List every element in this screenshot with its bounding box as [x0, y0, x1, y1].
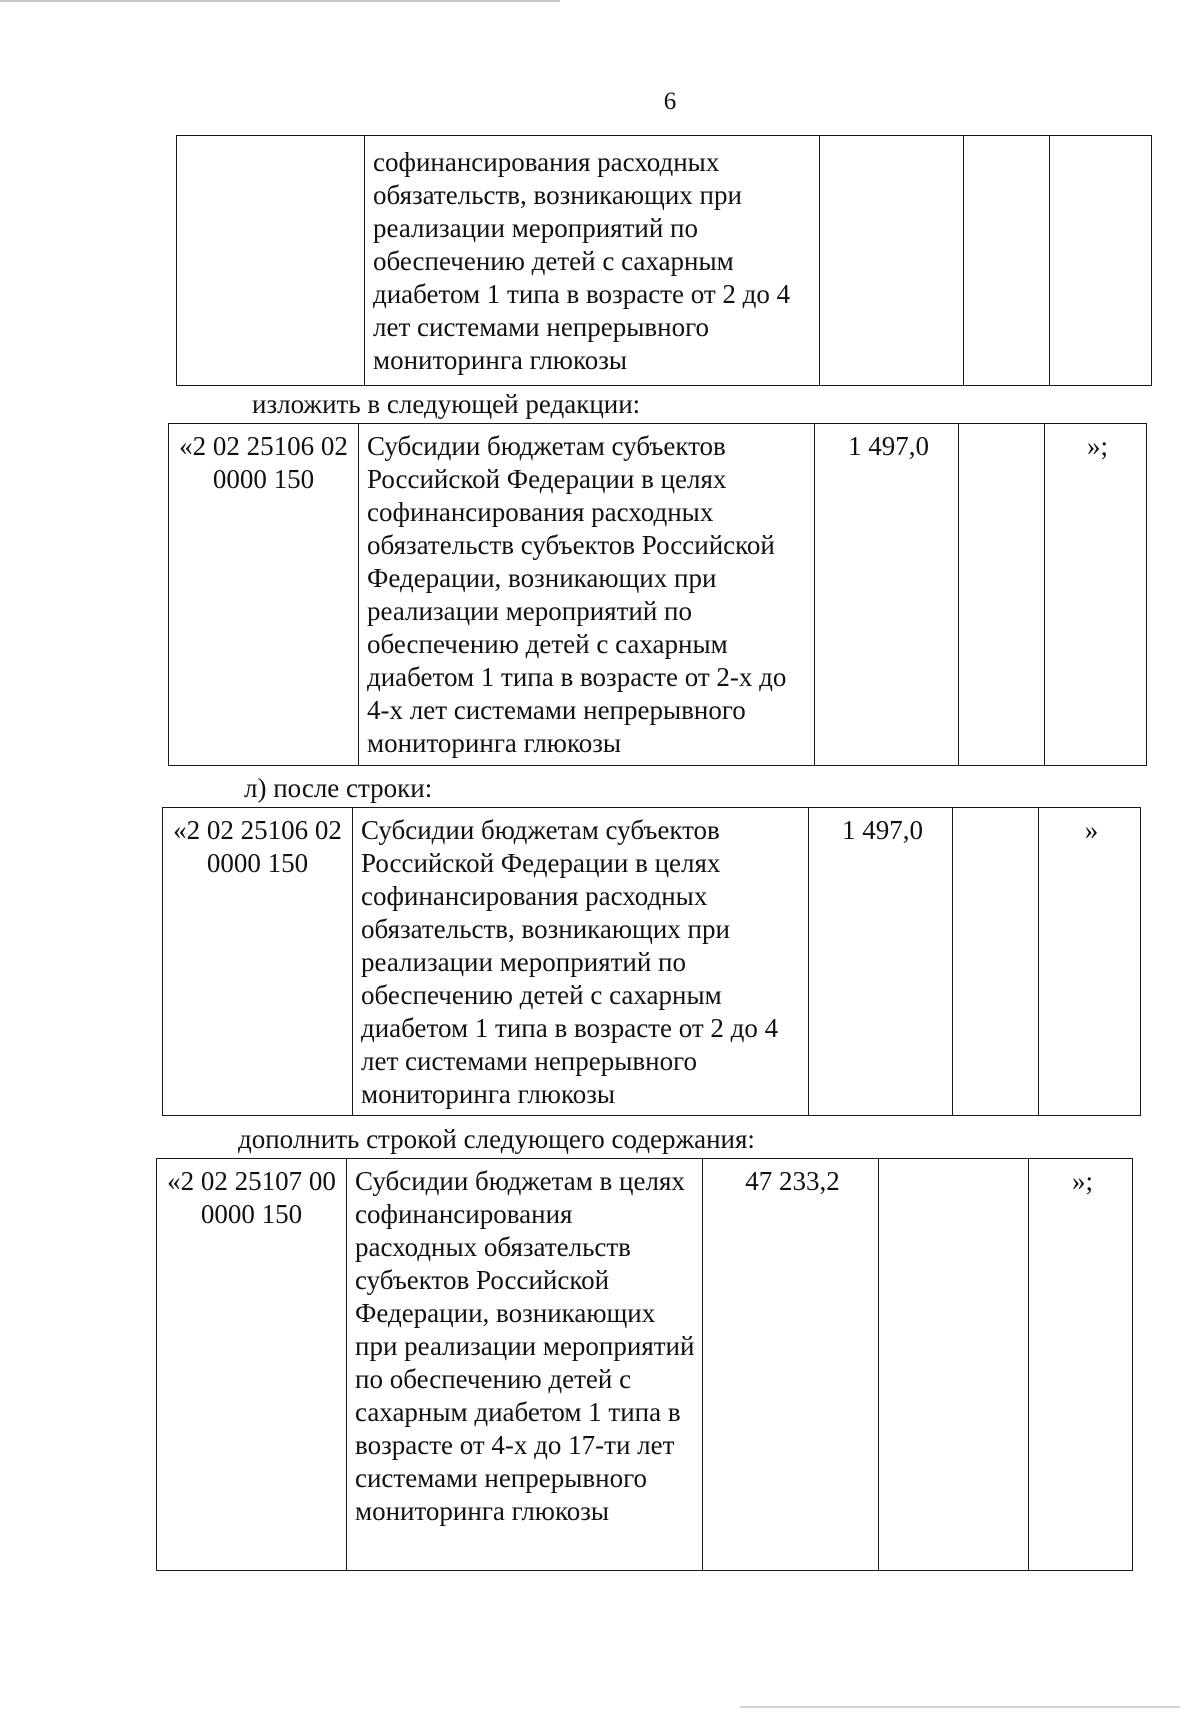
caption-add-row: дополнить строкой следующего содержания:	[238, 1124, 755, 1154]
table-continuation	[176, 135, 1152, 386]
amount-cell	[820, 136, 964, 386]
amount-cell: 47 233,2	[703, 1159, 879, 1571]
page-number: 6	[663, 88, 677, 115]
table-new-row	[156, 1158, 1133, 1571]
table-after-row	[162, 807, 1141, 1116]
closing-mark-cell: »;	[1045, 424, 1147, 766]
description-cell: Субсидии бюджетам субъектов Российской Федерации в целях софинансирования расходных обязательств, возникающих при реализации мероприятий по обеспечению детей с сахарным диабетом 1 типа в возрасте от 2 до 4 лет системами непрерывного мониторинга глюкозы	[353, 808, 809, 1116]
closing-mark-cell	[1050, 136, 1152, 386]
table-row	[169, 424, 1147, 766]
amount-cell-2	[879, 1159, 1029, 1571]
amount-cell: 1 497,0	[809, 808, 953, 1116]
code-cell: «2 02 25106 02 0000 150	[163, 808, 353, 1116]
amount-cell-2	[959, 424, 1045, 766]
caption-revise: изложить в следующей редакции:	[252, 389, 641, 419]
table-revised-row	[168, 423, 1147, 766]
description-cell: Субсидии бюджетам в целях софинансирования расходных обязательств субъектов Российской Федерации, возникающих при реализации мероприятий по обеспечению детей с сахарным диабетом 1 типа в возрасте от 4-х до 17-ти лет системами непрерывного мониторинга глюкозы	[347, 1159, 703, 1571]
table-row	[163, 808, 1141, 1116]
closing-mark-cell: »	[1039, 808, 1141, 1116]
amount-cell: 1 497,0	[815, 424, 959, 766]
description-cell: Субсидии бюджетам субъектов Российской Федерации в целях софинансирования расходных обязательств субъектов Российской Федерации, возникающих при реализации мероприятий по обеспечению детей с сахарным диабетом 1 типа в возрасте от 2-х до 4-х лет системами непрерывного мониторинга глюкозы	[359, 424, 815, 766]
amount-cell-2	[964, 136, 1050, 386]
closing-mark-cell: »;	[1029, 1159, 1133, 1571]
description-cell: софинансирования расходных обязательств, возникающих при реализации мероприятий по обеспечению детей с сахарным диабетом 1 типа в возрасте от 2 до 4 лет системами непрерывного мониторинга глюкозы	[365, 136, 820, 386]
scan-edge-line	[0, 0, 560, 2]
amount-cell-2	[953, 808, 1039, 1116]
code-cell	[177, 136, 365, 386]
table-row	[177, 136, 1152, 386]
code-cell: «2 02 25106 02 0000 150	[169, 424, 359, 766]
code-cell: «2 02 25107 00 0000 150	[157, 1159, 347, 1571]
caption-after-row: л) после строки:	[244, 773, 433, 803]
scan-edge-line-bottom	[740, 1706, 1180, 1708]
table-row	[157, 1159, 1133, 1571]
